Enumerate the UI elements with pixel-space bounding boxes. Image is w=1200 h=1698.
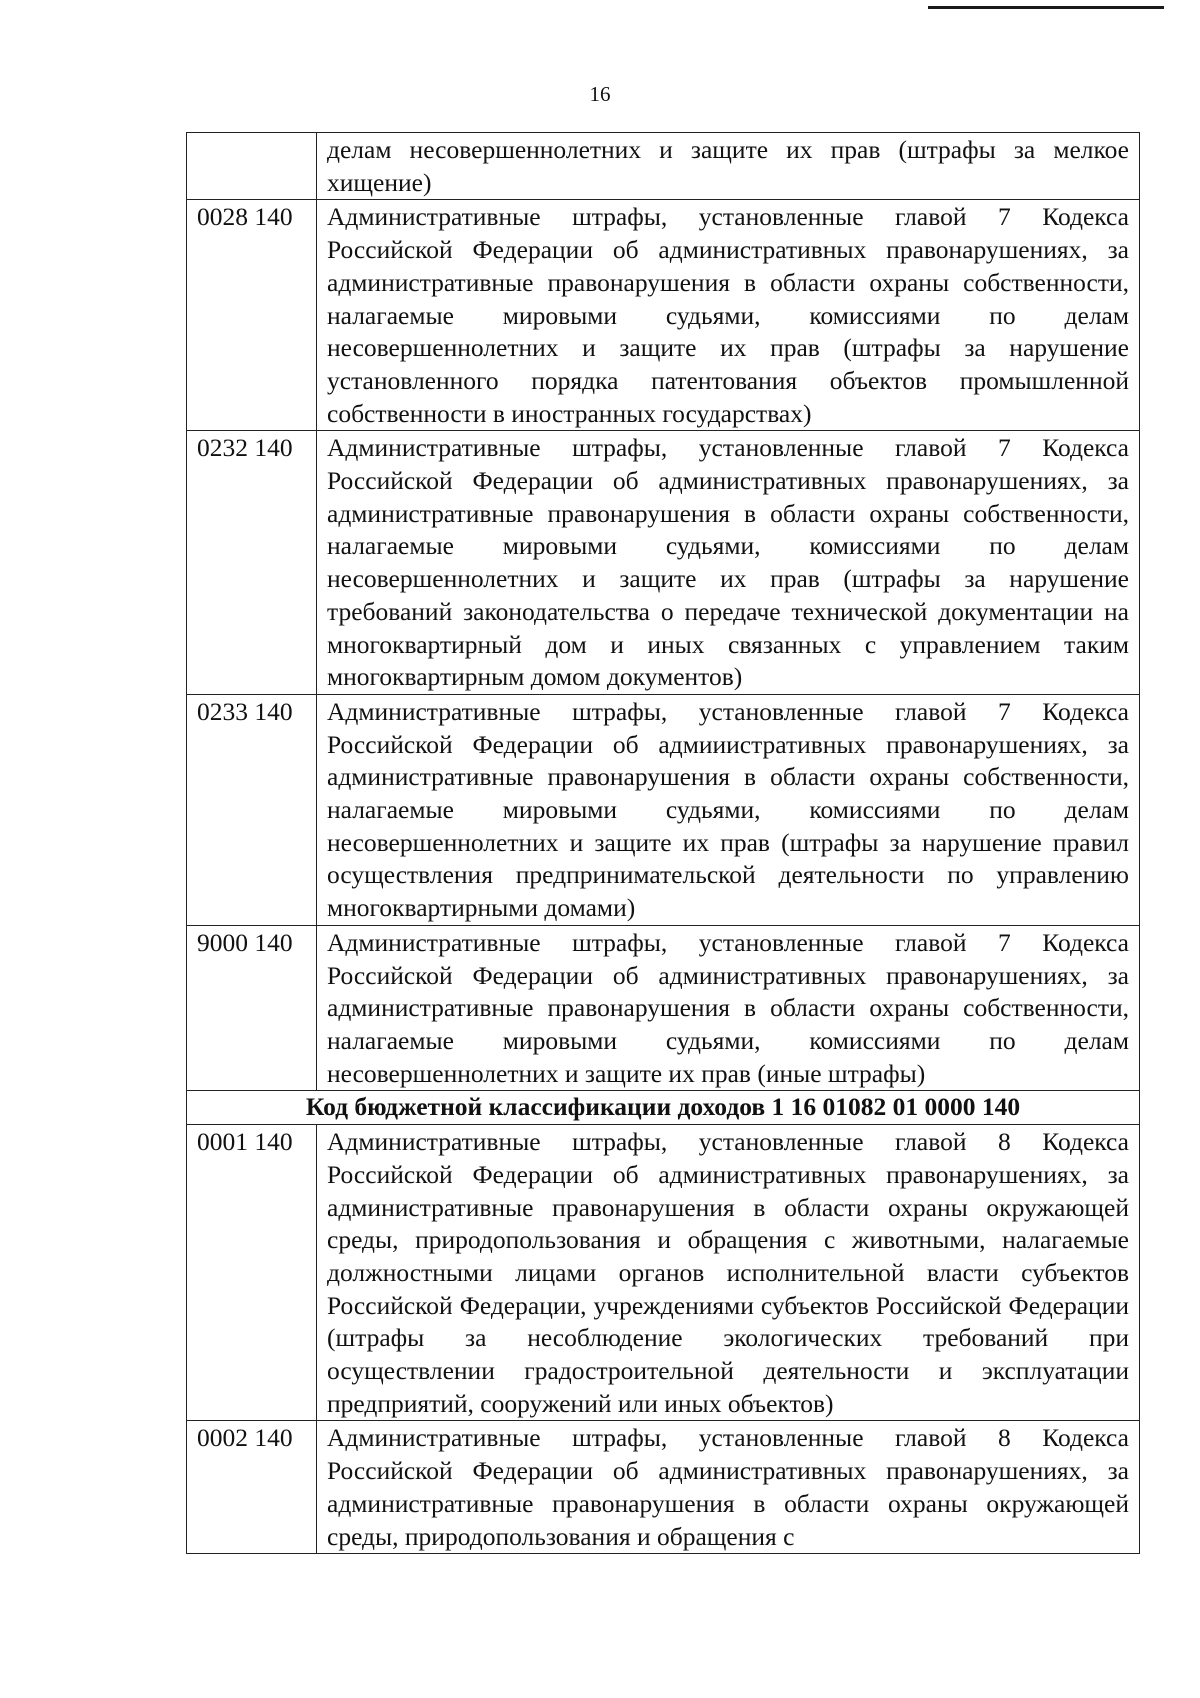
scan-edge-mark	[928, 6, 1164, 9]
section-header-row	[187, 1091, 1140, 1125]
row-code	[187, 133, 317, 200]
table-row	[187, 200, 1140, 431]
table-row	[187, 133, 1140, 200]
row-code: 0001 140	[187, 1125, 317, 1421]
row-code: 0233 140	[187, 694, 317, 925]
table-row	[187, 694, 1140, 925]
table-row	[187, 431, 1140, 695]
classification-table	[186, 132, 1140, 1554]
row-code: 0028 140	[187, 200, 317, 431]
section-header: Код бюджетной классификации доходов 1 16 01082 01 0000 140	[187, 1091, 1140, 1125]
table-row	[187, 1421, 1140, 1554]
row-description: Административные штрафы, установленные главой 7 Кодекса Российской Федерации об административных правонарушениях, за административные правонарушения в области охраны собственности, налагаемые мировыми судьями, комиссиями по делам несовершеннолетних и защите их прав (штрафы за нарушение требований законодательства о передаче технической документации на многоквартирный дом и иных связанных с управлением таким многоквартирным домом документов)	[317, 431, 1140, 695]
table-row	[187, 925, 1140, 1091]
row-code: 0232 140	[187, 431, 317, 695]
row-code: 9000 140	[187, 925, 317, 1091]
page-number: 16	[589, 82, 611, 106]
row-description: делам несовершеннолетних и защите их прав (штрафы за мелкое хищение)	[317, 133, 1140, 200]
table-row	[187, 1125, 1140, 1421]
row-description: Административные штрафы, установленные главой 7 Кодекса Российской Федерации об адмииистративных правонарушениях, за административные правонарушения в области охраны собственности, налагаемые мировыми судьями, комиссиями по делам несовершеннолетних и защите их прав (штрафы за нарушение правил осуществления предпринимательской деятельности по управлению многоквартирными домами)	[317, 694, 1140, 925]
row-description: Административные штрафы, установленные главой 8 Кодекса Российской Федерации об административных правонарушениях, за административные правонарушения в области охраны окружающей среды, природопользования и обращения с животными, налагаемые должностными лицами органов исполнительной власти субъектов Российской Федерации, учреждениями субъектов Российской Федерации (штрафы за несоблюдение экологических требований при осуществлении градостроительной деятельности и эксплуатации предприятий, сооружений или иных объектов)	[317, 1125, 1140, 1421]
row-code: 0002 140	[187, 1421, 317, 1554]
row-description: Административные штрафы, установленные главой 7 Кодекса Российской Федерации об административных правонарушениях, за административные правонарушения в области охраны собственности, налагаемые мировыми судьями, комиссиями по делам несовершеннолетних и защите их прав (штрафы за нарушение установленного порядка патентования объектов промышленной собственности в иностранных государствах)	[317, 200, 1140, 431]
row-description: Административные штрафы, установленные главой 8 Кодекса Российской Федерации об административных правонарушениях, за административные правонарушения в области охраны окружающей среды, природопользования и обращения с	[317, 1421, 1140, 1554]
row-description: Административные штрафы, установленные главой 7 Кодекса Российской Федерации об административных правонарушениях, за административные правонарушения в области охраны собственности, налагаемые мировыми судьями, комиссиями по делам несовершеннолетних и защите их прав (иные штрафы)	[317, 925, 1140, 1091]
